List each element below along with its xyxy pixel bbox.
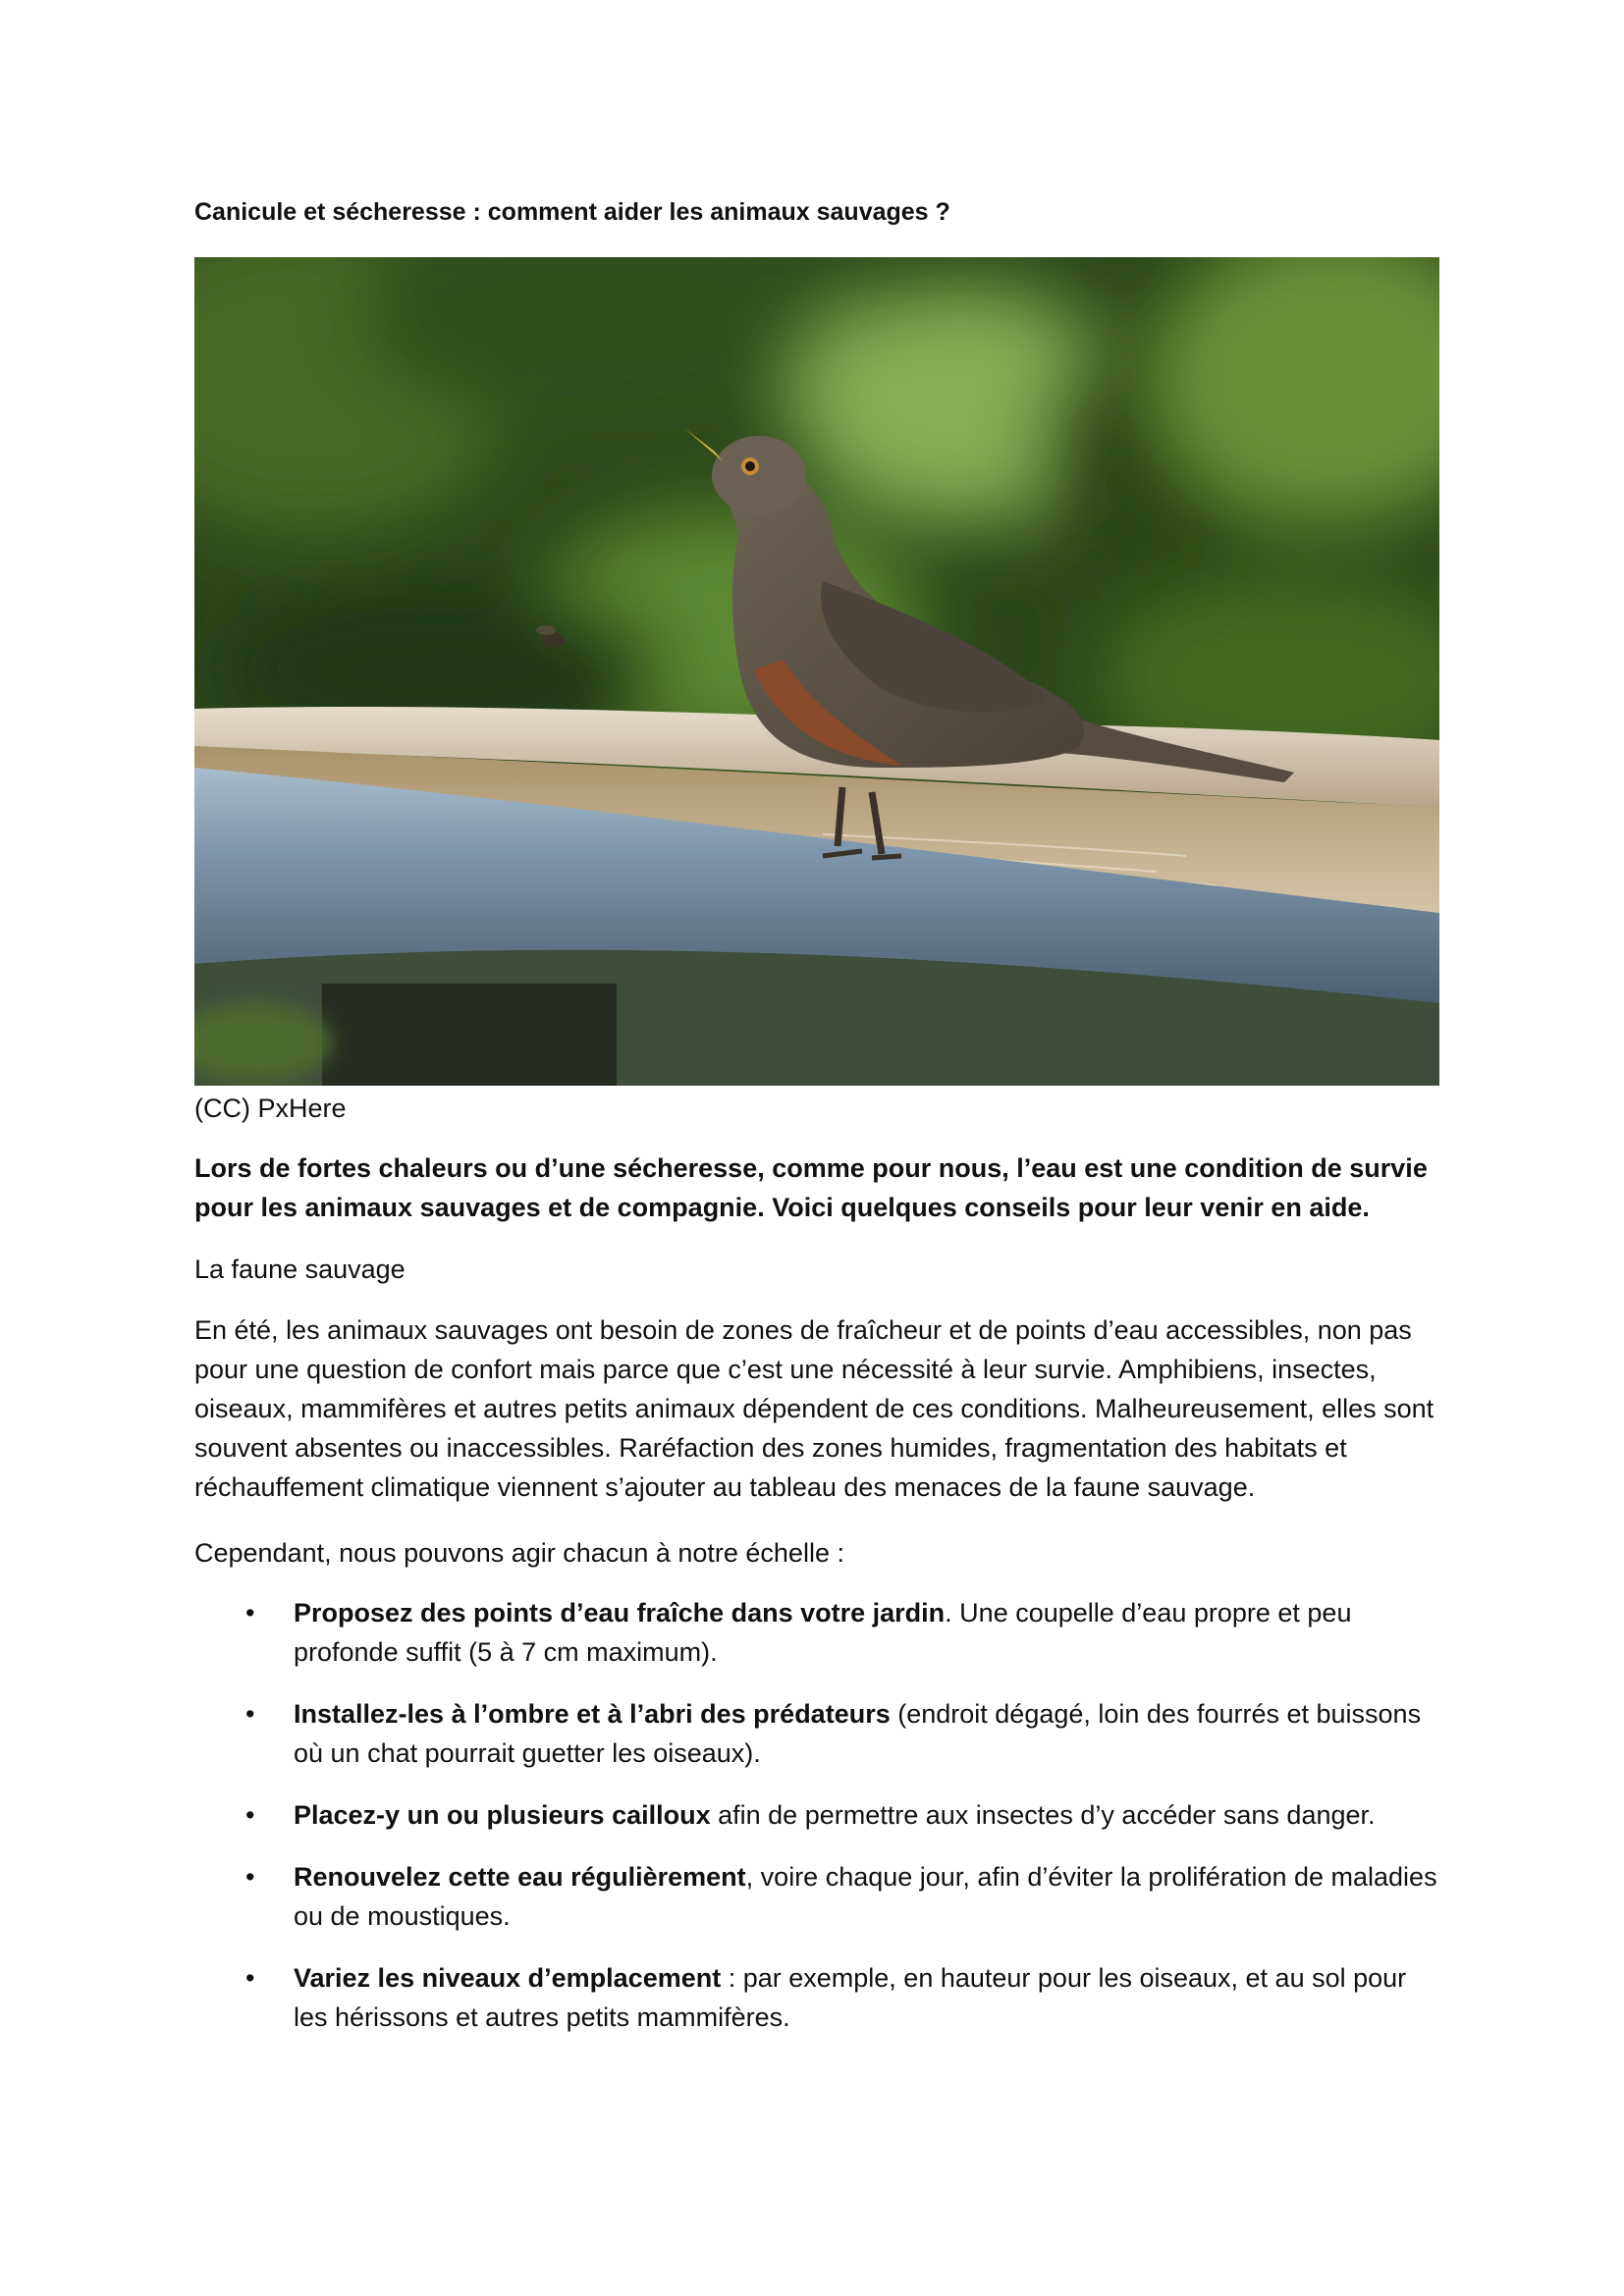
list-item — [194, 1593, 1439, 1672]
bullet-icon: • — [245, 1862, 255, 1892]
tip-text: : par exemple, en hauteur pour les oiseaux, et au sol pour les hérissons et autres petits mammifères. — [294, 1963, 1407, 2032]
list-item — [194, 1857, 1439, 1936]
tip-bold: Proposez des points d’eau fraîche dans votre jardin — [294, 1598, 946, 1628]
photo-caption: (CC) PxHere — [194, 1094, 347, 1123]
tip-text: , voire chaque jour, afin d’éviter la prolifération de maladies ou de moustiques. — [294, 1862, 1437, 1931]
tip-bold: Variez les niveaux d’emplacement — [294, 1963, 722, 1993]
body-paragraph: En été, les animaux sauvages ont besoin de zones de fraîcheur et de points d’eau accessibles, non pas pour une question de confort mais parce que c’est une nécessité à leur survie. Amphibiens, insectes, oiseaux, mammifères et autres petits animaux dépendent de ces conditions. Malheureusement, elles sont souvent absentes ou inaccessibles. Raréfaction des zones humides, fragmentation des habitats et réchauffement climatique viennent s’ajouter au tableau des menaces de la faune sauvage. — [194, 1315, 1435, 1502]
bird-photo — [194, 257, 1439, 1086]
list-item — [194, 1958, 1439, 2037]
tip-text: . Une coupelle d’eau propre et peu profonde suffit (5 à 7 cm maximum). — [294, 1598, 1352, 1667]
tip-text: (endroit dégagé, loin des fourrés et buissons où un chat pourrait guetter les oiseaux). — [294, 1699, 1422, 1768]
tip-bold: Renouvelez cette eau régulièrement — [294, 1862, 746, 1892]
section-heading: La faune sauvage — [194, 1255, 406, 1284]
list-item — [194, 1795, 1439, 1835]
list-lead: Cependant, nous pouvons agir chacun à notre échelle : — [194, 1538, 844, 1568]
bullet-icon: • — [245, 1800, 255, 1830]
list-item — [194, 1694, 1439, 1773]
intro-paragraph: Lors de fortes chaleurs ou d’une sécheresse, comme pour nous, l’eau est une condition de survie pour les animaux sauvages et de compagnie. Voici quelques conseils pour leur venir en aide. — [194, 1153, 1428, 1222]
bullet-icon: • — [245, 1598, 255, 1628]
tip-bold: Installez-les à l’ombre et à l’abri des prédateurs — [294, 1699, 891, 1729]
bullet-icon: • — [245, 1963, 255, 1993]
bullet-icon: • — [245, 1699, 255, 1729]
tips-list — [194, 1593, 1439, 2059]
tip-text: afin de permettre aux insectes d’y accéder sans danger. — [710, 1800, 1376, 1830]
tip-bold: Placez-y un ou plusieurs cailloux — [294, 1800, 711, 1830]
article-title: Canicule et sécheresse : comment aider les animaux sauvages ? — [194, 198, 950, 226]
